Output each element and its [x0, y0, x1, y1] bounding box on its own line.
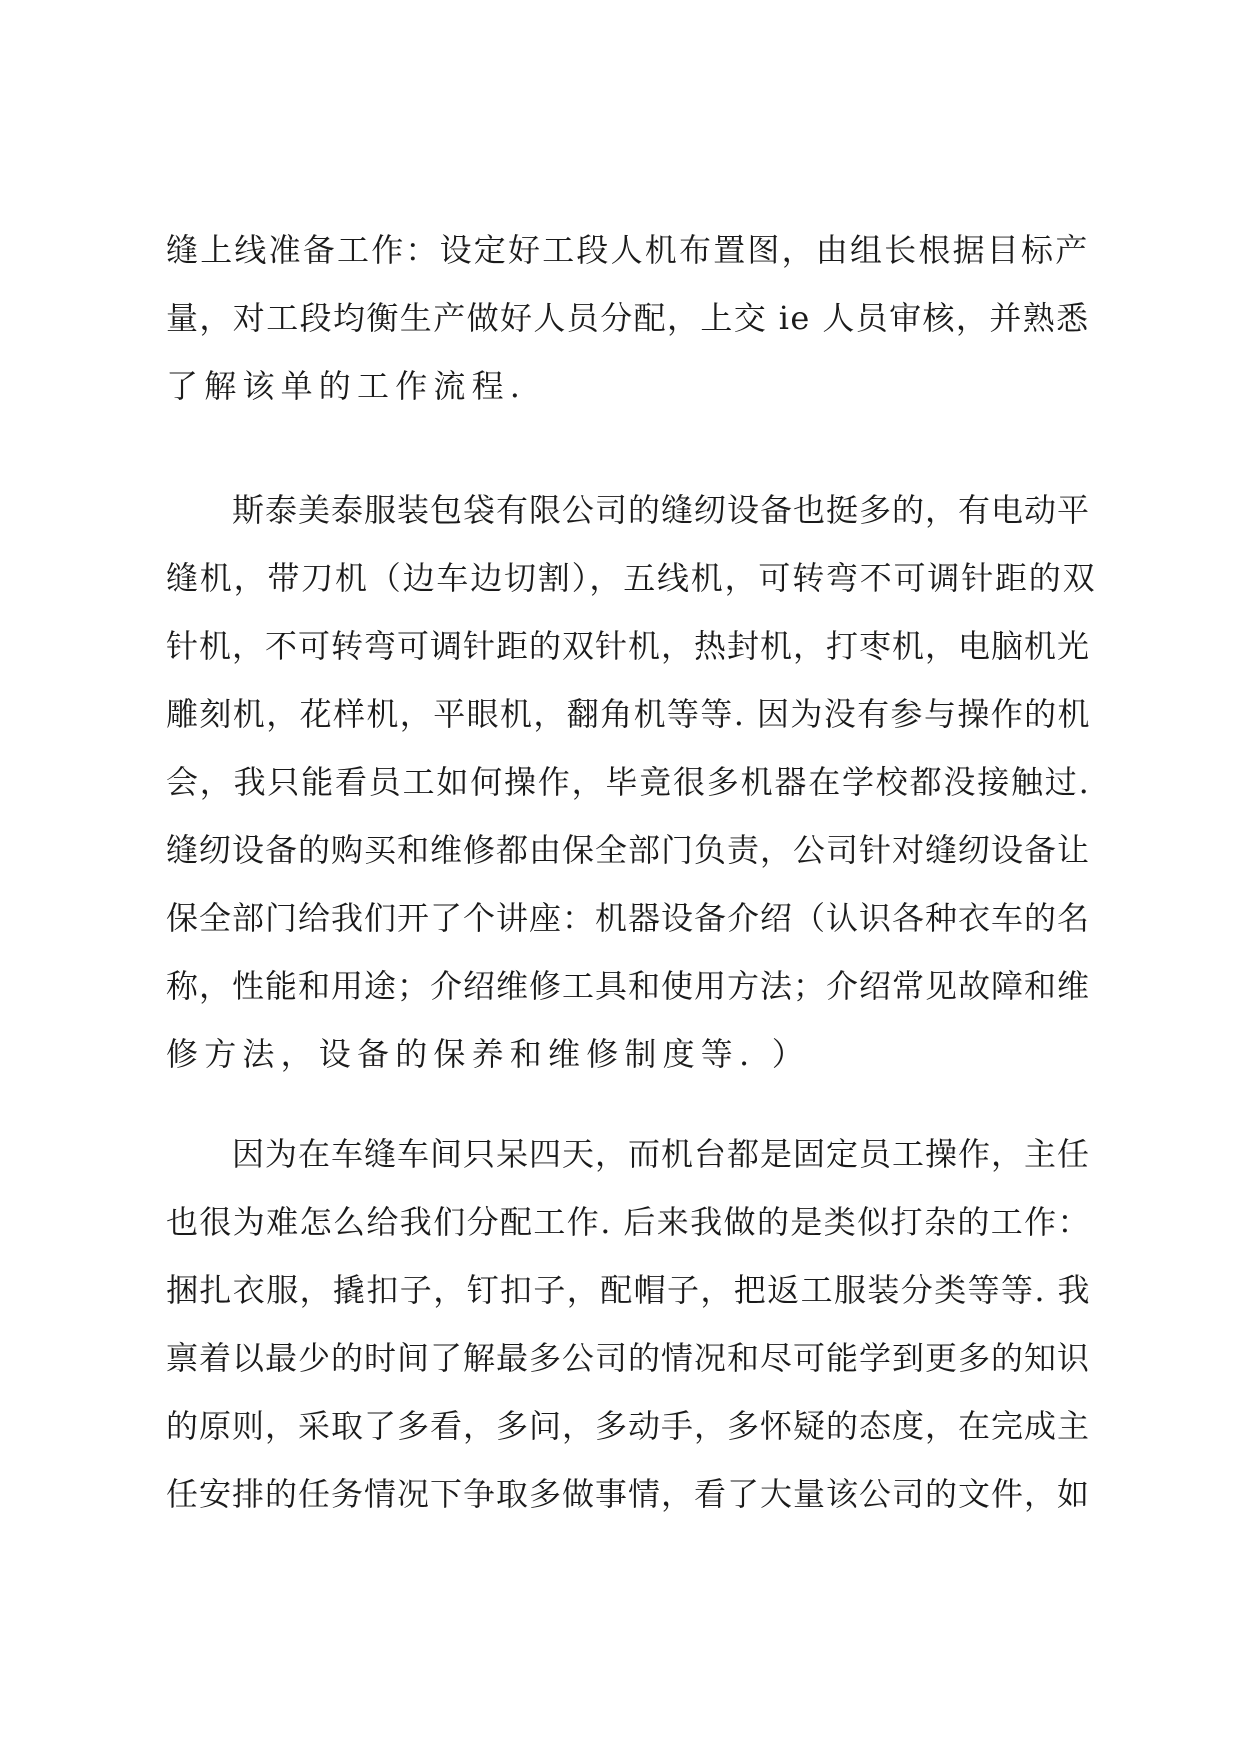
text-line: 保全部门给我们开了个讲座：机器设备介绍（认识各种衣车的名	[166, 899, 1091, 937]
text-line: 雕刻机，花样机，平眼机，翻角机等等. 因为没有参与操作的机	[166, 695, 1091, 733]
text-line: 缝纫设备的购买和维修都由保全部门负责，公司针对缝纫设备让	[166, 831, 1091, 869]
text-line: 量，对工段均衡生产做好人员分配，上交 ie 人员审核，并熟悉	[166, 299, 1090, 337]
text-line: 也很为难怎么给我们分配工作. 后来我做的是类似打杂的工作：	[166, 1203, 1091, 1241]
text-line: 任安排的任务情况下争取多做事情，看了大量该公司的文件，如	[166, 1475, 1091, 1513]
text-line: 禀着以最少的时间了解最多公司的情况和尽可能学到更多的知识	[166, 1339, 1091, 1377]
text-line: 称，性能和用途；介绍维修工具和使用方法；介绍常见故障和维	[166, 967, 1091, 1005]
text-line: 捆扎衣服，撬扣子，钉扣子，配帽子，把返工服装分类等等. 我	[166, 1271, 1091, 1309]
text-line: 缝上线准备工作：设定好工段人机布置图，由组长根据目标产	[166, 231, 1090, 269]
text-line: 因为在车缝车间只呆四天，而机台都是固定员工操作，主任	[232, 1135, 1091, 1173]
text-line: 了解该单的工作流程.	[166, 367, 527, 405]
text-line: 针机，不可转弯可调针距的双针机，热封机，打枣机，电脑机光	[166, 627, 1091, 665]
text-line: 斯泰美泰服装包袋有限公司的缝纫设备也挺多的，有电动平	[232, 491, 1091, 529]
text-line: 修方法，设备的保养和维修制度等. ）	[166, 1035, 810, 1073]
text-line: 会，我只能看员工如何操作，毕竟很多机器在学校都没接触过.	[166, 763, 1091, 801]
text-line: 的原则，采取了多看，多问，多动手，多怀疑的态度，在完成主	[166, 1407, 1091, 1445]
text-line: 缝机，带刀机（边车边切割），五线机，可转弯不可调针距的双	[166, 559, 1097, 597]
